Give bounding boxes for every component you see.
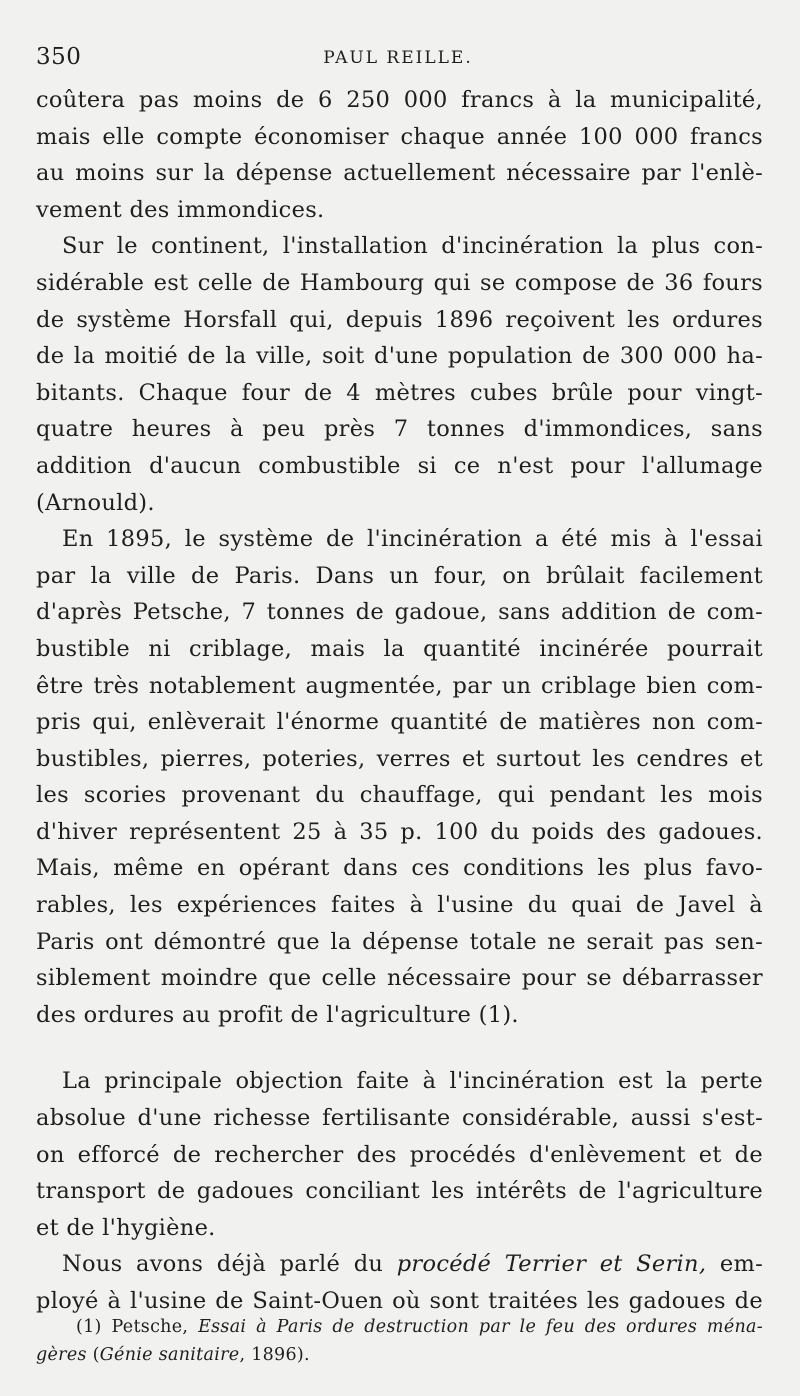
text-line: transport de gadoues conciliant les intérêts de l'agriculture [36,1178,763,1205]
footnote [36,1313,763,1369]
footnote-marker: (1) [76,1317,102,1337]
italic-run: Essai à Paris de destruction par le feu des ordures ména- [198,1317,763,1337]
text-run: Petsche, [101,1317,199,1337]
paragraph-2 [36,228,763,521]
text-line: d'hiver représentent 25 à 35 p. 100 du poids des gadoues. [36,818,763,845]
text-line: pris qui, enlèverait l'énorme quantité de matières non com- [36,709,763,736]
body-text [36,82,763,1320]
text-line: (Arnould). [36,489,155,516]
text-line: Mais, même en opérant dans ces conditions les plus favo- [36,855,763,882]
text-line: absolue d'une richesse fertilisante considérable, aussi s'est- [36,1105,763,1132]
text-run: em- [706,1251,763,1278]
text-line: quatre heures à peu près 7 tonnes d'immondices, sans [36,416,763,443]
text-line: siblement moindre que celle nécessaire pour se débarrasser [36,965,763,992]
text-line: de la moitié de la ville, soit d'une population de 300 000 ha- [36,343,763,370]
text-line: par la ville de Paris. Dans un four, on brûlait facilement [36,562,763,589]
text-line: bustibles, pierres, poteries, verres et surtout les cendres et [36,745,763,772]
text-run: ( [86,1345,100,1365]
text-line: Paris ont démontré que la dépense totale ne serait pas sen- [36,928,763,955]
text-line: bitants. Chaque four de 4 mètres cubes brûle pour vingt- [36,379,763,406]
text-line: au moins sur la dépense actuellement nécessaire par l'enlè- [36,160,763,187]
text-line: En 1895, le système de l'incinération a été mis à l'essai [62,526,763,553]
text-line: ployé à l'usine de Saint-Ouen où sont traitées les gadoues de [36,1288,763,1314]
paragraph-1 [36,82,763,228]
text-line: La principale objection faite à l'incinération est la perte [62,1068,763,1095]
text-line: d'après Petsche, 7 tonnes de gadoue, sans addition de com- [36,599,763,626]
running-head: PAUL REILLE. [323,48,473,68]
text-line: et de l'hygiène. [36,1214,216,1241]
text-line: rables, les expériences faites à l'usine du quai de Javel à [36,892,763,919]
text-line: des ordures au profit de l'agriculture (1). [36,1001,519,1028]
paragraph-4 [36,1063,763,1246]
text-run: , 1896). [239,1345,310,1365]
text-line: sidérable est celle de Hambourg qui se compose de 36 fours [36,269,763,296]
footnote-line [36,1341,763,1369]
text-line: addition d'aucun combustible si ce n'est pour l'allumage [36,452,763,479]
text-line: être très notablement augmentée, par un criblage bien com- [36,672,763,699]
text-line: on efforcé de rechercher des procédés d'enlèvement et de [36,1141,763,1168]
text-line [36,1246,763,1283]
text-line: mais elle compte économiser chaque année 100 000 francs [36,123,763,150]
italic-run: procédé Terrier et Serin, [396,1251,707,1278]
page-header [36,44,760,76]
text-line: les scories provenant du chauffage, qui pendant les mois [36,782,763,809]
paragraph-5 [36,1246,763,1319]
text-line: bustible ni criblage, mais la quantité incinérée pourrait [36,635,763,662]
text-line: vement des immondices. [36,196,325,223]
text-line: coûtera pas moins de 6 250 000 francs à la municipalité, [36,87,763,113]
paragraph-3 [36,521,763,1033]
text-line: de système Horsfall qui, depuis 1896 reçoivent les ordures [36,306,763,333]
text-line: Sur le continent, l'installation d'incinération la plus con- [62,233,763,260]
text-run: Nous avons déjà parlé du [62,1251,397,1278]
page-number: 350 [36,44,82,70]
italic-run: gères [36,1345,87,1365]
footnote-line [36,1313,763,1341]
italic-run: Génie sanitaire [99,1345,240,1365]
